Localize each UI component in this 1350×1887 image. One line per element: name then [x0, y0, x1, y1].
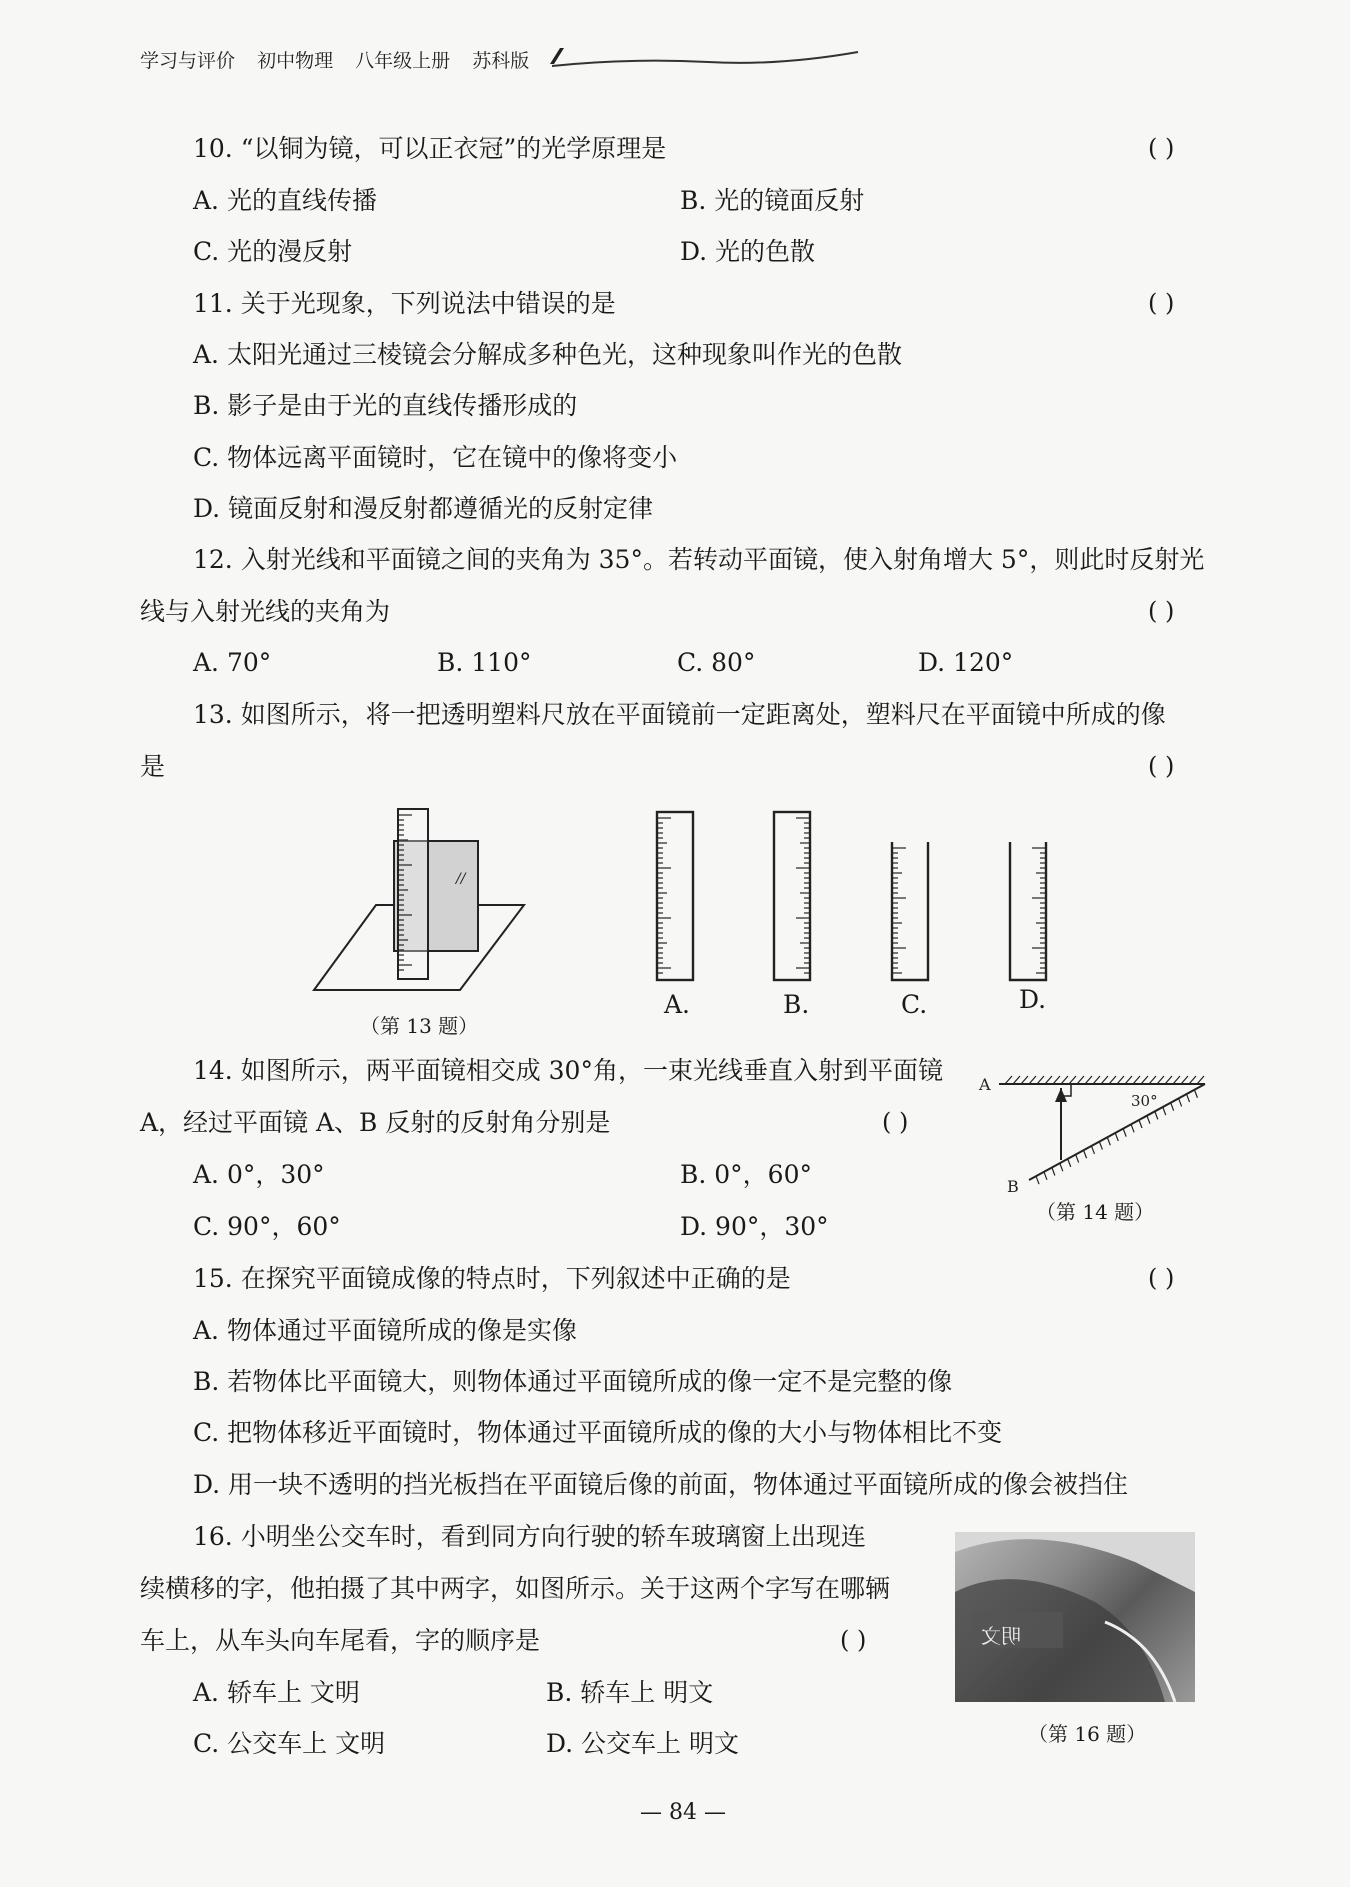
mirror-hatch [1093, 1076, 1100, 1084]
mirror-hatch [1123, 1129, 1126, 1137]
q14-option-a: A. 0°，30° [193, 1160, 325, 1189]
q13-caption: （第 13 题） [360, 1014, 479, 1038]
q12-option-a: A. 70° [193, 648, 272, 677]
q16-option-c: C. 公交车上 文明 [193, 1729, 386, 1758]
q10-stem: 10. “以铜为镜，可以正衣冠”的光学原理是 [193, 134, 667, 163]
mirror-hatch [1171, 1103, 1174, 1111]
mirror-hatch [1189, 1076, 1196, 1084]
mirror-hatch [1099, 1142, 1102, 1150]
q13-label-a: A. [664, 990, 691, 1019]
grade: 八年级上册 [355, 50, 451, 72]
mirror-hatch [1068, 1159, 1071, 1167]
mirror-hatch [1085, 1076, 1092, 1084]
mirror-hatch [1029, 1076, 1036, 1084]
q14-option-c: C. 90°，60° [193, 1212, 341, 1241]
q13-label-b: B. [783, 990, 810, 1019]
mirror-hatch [1036, 1176, 1039, 1184]
q11-option-c: C. 物体远离平面镜时，它在镜中的像将变小 [193, 443, 678, 472]
q14-option-b: B. 0°，60° [680, 1160, 812, 1189]
page-number: — 84 — [640, 1800, 726, 1825]
q16-caption: （第 16 题） [1028, 1722, 1147, 1746]
mirror-hatch [1076, 1155, 1079, 1163]
mirror-hatch [1021, 1076, 1028, 1084]
mirror-hatch [1187, 1094, 1190, 1102]
mirror-hatch [1181, 1076, 1188, 1084]
q13-option-c-ruler [890, 840, 930, 982]
mirror-hatch [1069, 1076, 1076, 1084]
q13-label-d: D. [1019, 985, 1047, 1014]
svg-text://: // [456, 871, 466, 887]
mirror-hatch [1125, 1076, 1132, 1084]
page-header [140, 46, 545, 73]
q13-label-c: C. [901, 990, 928, 1019]
q15-option-d: D. 用一块不透明的挡光板挡在平面镜后像的前面，物体通过平面镜所成的像会被挡住 [193, 1470, 1129, 1499]
q14-stem-line1: 14. 如图所示，两平面镜相交成 30°角，一束光线垂直入射到平面镜 [193, 1056, 943, 1085]
q15-option-a: A. 物体通过平面镜所成的像是实像 [193, 1316, 577, 1345]
q13-stem-line2: 是 [140, 752, 166, 781]
mirror-hatch [1147, 1116, 1150, 1124]
q13-option-d-ruler [1008, 840, 1048, 982]
mirror-hatch [1053, 1076, 1060, 1084]
mirror-hatch [1005, 1076, 1012, 1084]
mirror-hatch [1133, 1076, 1140, 1084]
q16-answer-paren: ( ) [840, 1626, 867, 1654]
mirror-hatch [1163, 1107, 1166, 1115]
header-pen-icon [548, 40, 868, 80]
q14-caption: （第 14 题） [1036, 1200, 1155, 1224]
q14-option-d: D. 90°，30° [680, 1212, 829, 1241]
q13-option-a-ruler [655, 810, 695, 982]
mirror-hatch [1131, 1124, 1134, 1132]
q15-option-b: B. 若物体比平面镜大，则物体通过平面镜所成的像一定不是完整的像 [193, 1367, 953, 1396]
mirror-hatch [1060, 1163, 1063, 1171]
q10-option-b: B. 光的镜面反射 [680, 186, 865, 215]
q10-option-d: D. 光的色散 [680, 237, 816, 266]
subject: 初中物理 [257, 50, 334, 72]
mirror-hatch [1045, 1076, 1052, 1084]
mirror-hatch [1107, 1137, 1110, 1145]
mirror-hatch [1101, 1076, 1108, 1084]
mirror-hatch [1194, 1090, 1197, 1098]
q14-answer-paren: ( ) [882, 1108, 909, 1136]
mirror-hatch [1173, 1076, 1180, 1084]
mirror-hatch [1149, 1076, 1156, 1084]
mirror-hatch [1013, 1076, 1020, 1084]
mirror-hatch [1037, 1076, 1044, 1084]
q16-option-d: D. 公交车上 明文 [546, 1729, 739, 1758]
q12-option-b: B. 110° [437, 648, 532, 677]
q16-stem-line1: 16. 小明坐公交车时，看到同方向行驶的轿车玻璃窗上出现连 [193, 1522, 866, 1551]
q14-figure-mirrors [975, 1062, 1215, 1194]
q12-stem-line1: 12. 入射光线和平面镜之间的夹角为 35°。若转动平面镜，使入射角增大 5°，则此时反射光 [193, 545, 1205, 574]
q16-option-a: A. 轿车上 文明 [193, 1678, 360, 1707]
q16-car-window-photo [955, 1532, 1195, 1702]
mirror-hatch [1061, 1076, 1068, 1084]
mirror-hatch [1115, 1133, 1118, 1141]
q13-answer-paren: ( ) [1148, 752, 1175, 780]
mirror-hatch [1165, 1076, 1172, 1084]
q13-option-b-ruler [772, 810, 812, 982]
q10-option-c: C. 光的漫反射 [193, 237, 353, 266]
mirror-hatch [1044, 1172, 1047, 1180]
mirror-hatch [1109, 1076, 1116, 1084]
book-title: 学习与评价 [140, 50, 236, 72]
q12-option-c: C. 80° [677, 648, 756, 677]
mirror-hatch [1141, 1076, 1148, 1084]
mirror-hatch [1077, 1076, 1084, 1084]
mirror-hatch [1197, 1076, 1204, 1084]
q16-photo-text: 明文 [981, 1624, 1021, 1648]
q15-option-c: C. 把物体移近平面镜时，物体通过平面镜所成的像的大小与物体相比不变 [193, 1418, 1003, 1447]
q16-stem-line3: 车上，从车头向车尾看，字的顺序是 [140, 1626, 541, 1655]
mirror-hatch [1179, 1098, 1182, 1106]
mirror-hatch [1157, 1076, 1164, 1084]
q11-option-b: B. 影子是由于光的直线传播形成的 [193, 391, 578, 420]
q15-answer-paren: ( ) [1148, 1264, 1175, 1292]
q12-stem-line2: 线与入射光线的夹角为 [140, 597, 391, 626]
q11-option-a: A. 太阳光通过三棱镜会分解成多种色光，这种现象叫作光的色散 [193, 340, 902, 369]
mirror-hatch [1052, 1168, 1055, 1176]
q14-angle-label: 30° [1131, 1092, 1158, 1110]
mirror-hatch [1155, 1111, 1158, 1119]
q14-stem-line2: A，经过平面镜 A、B 反射的反射角分别是 [140, 1108, 611, 1137]
mirror-hatch [1117, 1076, 1124, 1084]
q12-option-d: D. 120° [918, 648, 1014, 677]
mirror-hatch [1139, 1120, 1142, 1128]
mirror-hatch [1084, 1150, 1087, 1158]
mirror-hatch [1091, 1146, 1094, 1154]
edition: 苏科版 [472, 50, 530, 72]
q14-mirror-b-label: B [1007, 1177, 1019, 1194]
q16-stem-line2: 续横移的字，他拍摄了其中两字，如图所示。关于这两个字写在哪辆 [140, 1574, 891, 1603]
q10-option-a: A. 光的直线传播 [193, 186, 377, 215]
q15-stem: 15. 在探究平面镜成像的特点时，下列叙述中正确的是 [193, 1264, 791, 1293]
q13-figure-ruler-mirror [310, 805, 530, 995]
q12-answer-paren: ( ) [1148, 597, 1175, 625]
q11-answer-paren: ( ) [1148, 289, 1175, 317]
q16-option-b: B. 轿车上 明文 [546, 1678, 714, 1707]
q13-stem-line1: 13. 如图所示，将一把透明塑料尺放在平面镜前一定距离处，塑料尺在平面镜中所成的像 [193, 700, 1166, 729]
q14-mirror-a-label: A [979, 1075, 991, 1094]
q11-option-d: D. 镜面反射和漫反射都遵循光的反射定律 [193, 494, 654, 523]
q11-stem: 11. 关于光现象，下列说法中错误的是 [193, 289, 616, 318]
q10-answer-paren: ( ) [1148, 134, 1175, 162]
